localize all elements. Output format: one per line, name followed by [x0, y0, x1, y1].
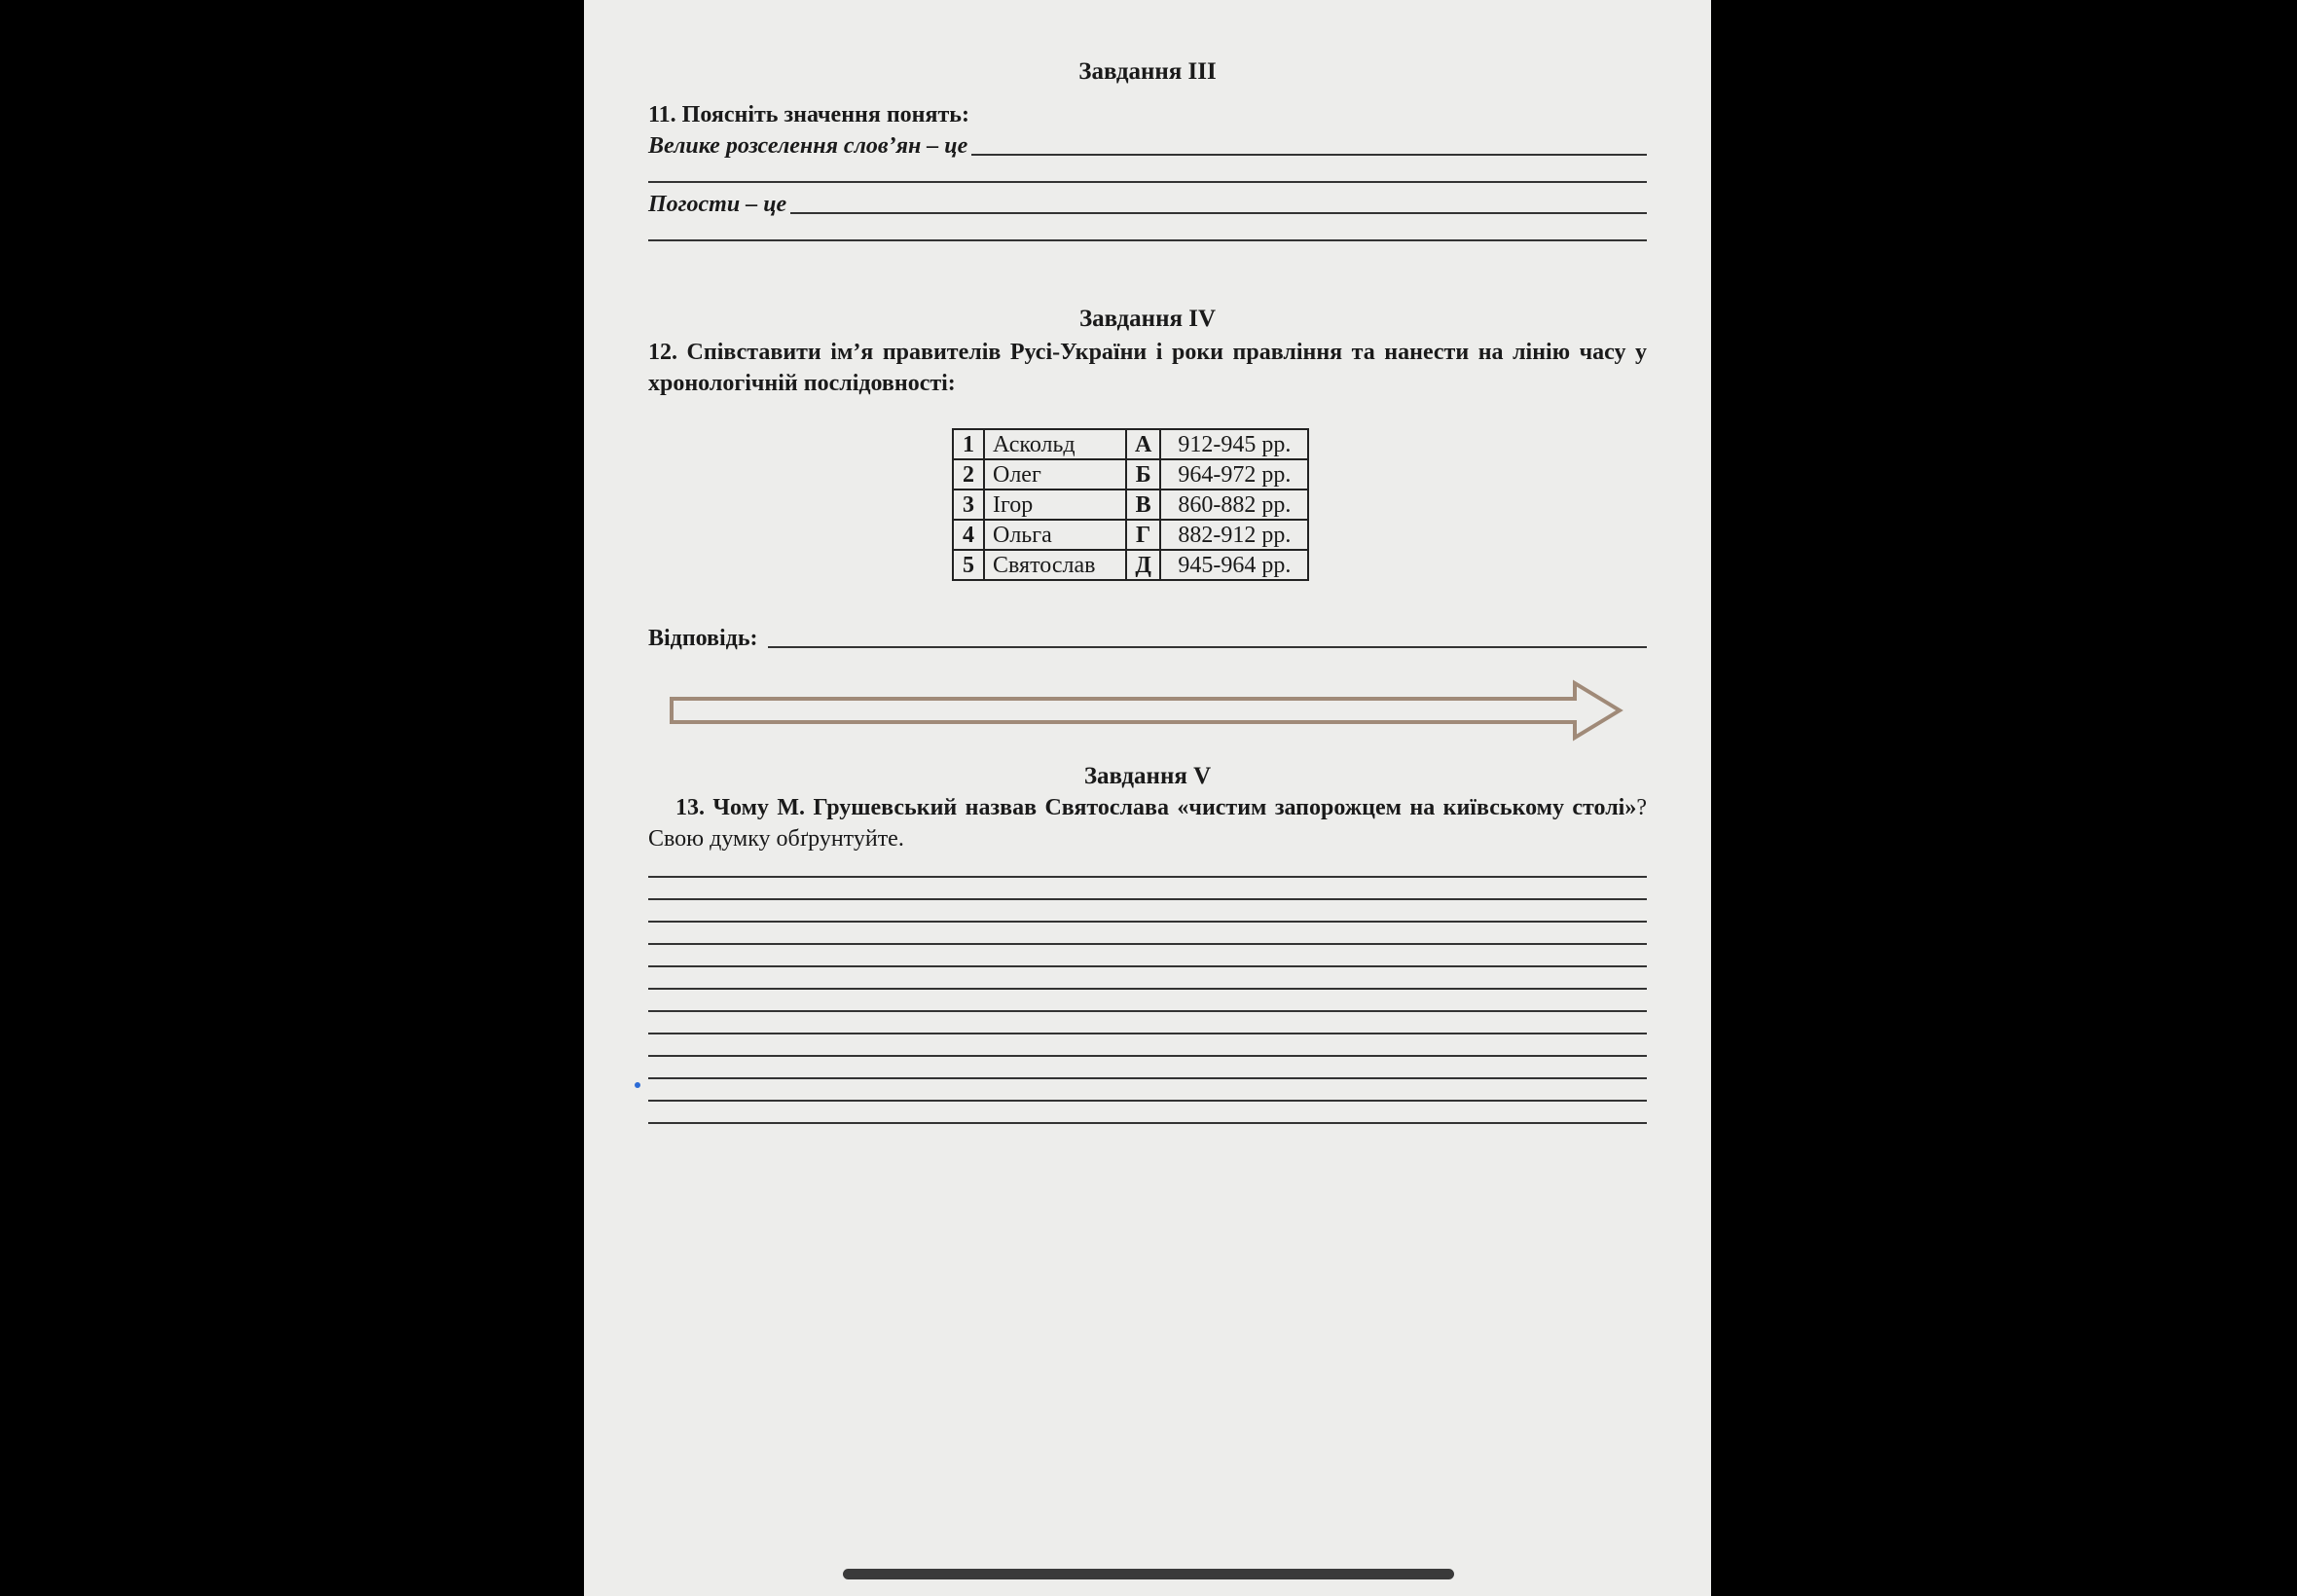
task3-heading: Завдання ІІІ — [1078, 58, 1217, 85]
task5-question — [648, 792, 1647, 854]
ruler-name: Олег — [984, 459, 1126, 490]
rulers-table-area — [648, 428, 1647, 601]
period-letter: В — [1126, 490, 1160, 520]
task5-answer-line[interactable] — [648, 919, 1647, 923]
rulers-table-row — [953, 520, 1308, 550]
answer-line[interactable] — [768, 645, 1648, 648]
rulers-table-row — [953, 550, 1308, 580]
ruler-number: 5 — [953, 550, 984, 580]
rulers-table — [952, 428, 1309, 581]
rulers-table-row — [953, 429, 1308, 459]
task3-question: 11. Поясніть значення понять: — [648, 102, 969, 127]
rulers-table-row — [953, 459, 1308, 490]
worksheet-page — [584, 0, 1711, 1596]
answer-label: Відповідь: — [648, 626, 758, 651]
task4-question: 12. Співставити ім’я правителів Русі-України і роки правління та нанести на лінію часу у хронологічній послідовності: — [648, 340, 1647, 396]
ruler-name: Ольга — [984, 520, 1126, 550]
task5-question-bold: 13. Чому М. Грушевський назвав Святослава «чистим запорожцем на київському столі» — [675, 795, 1637, 820]
term1-row — [648, 130, 1647, 162]
ruler-number: 1 — [953, 429, 984, 459]
term1-answer-line[interactable] — [971, 153, 1647, 156]
task5-answer-line[interactable] — [648, 1053, 1647, 1057]
term2-label: Погости – це — [648, 192, 787, 217]
term1-answer-line-2[interactable] — [648, 179, 1647, 183]
pencil-marker-icon — [635, 1082, 640, 1088]
ruler-name: Ігор — [984, 490, 1126, 520]
task5-answer-line[interactable] — [648, 1075, 1647, 1079]
task5-question-rest: ? Свою думку обґрунтуйте. — [648, 795, 1647, 852]
period-letter: Г — [1126, 520, 1160, 550]
timeline-area — [648, 679, 1647, 757]
ruler-period: 964-972 рр. — [1160, 459, 1308, 490]
task5-answer-line[interactable] — [648, 986, 1647, 990]
rulers-table-row — [953, 490, 1308, 520]
worksheet-content — [648, 56, 1647, 1124]
period-letter: Д — [1126, 550, 1160, 580]
ruler-name: Святослав — [984, 550, 1126, 580]
task5-answer-line[interactable] — [648, 941, 1647, 945]
ruler-name: Аскольд — [984, 429, 1126, 459]
ruler-period: 882-912 рр. — [1160, 520, 1308, 550]
task5-heading: Завдання V — [1083, 763, 1212, 789]
term2-row — [648, 189, 1647, 220]
term2-answer-line[interactable] — [790, 211, 1647, 214]
ruler-number: 4 — [953, 520, 984, 550]
task5-answer-line[interactable] — [648, 1120, 1647, 1124]
answer-row — [648, 623, 1647, 654]
task5-answer-lines — [648, 874, 1647, 1124]
ruler-period: 860-882 рр. — [1160, 490, 1308, 520]
period-letter: А — [1126, 429, 1160, 459]
timeline-arrow-icon — [670, 679, 1623, 742]
period-letter: Б — [1126, 459, 1160, 490]
task5-answer-line[interactable] — [648, 1008, 1647, 1012]
term2-answer-line-2[interactable] — [648, 237, 1647, 241]
task5-answer-line[interactable] — [648, 874, 1647, 878]
task5-answer-line[interactable] — [648, 963, 1647, 967]
home-indicator[interactable] — [843, 1569, 1454, 1579]
ruler-period: 945-964 рр. — [1160, 550, 1308, 580]
rulers-table-body — [953, 429, 1308, 580]
ruler-number: 3 — [953, 490, 984, 520]
task5-answer-line[interactable] — [648, 1098, 1647, 1102]
term1-label: Велике розселення слов’ян – це — [648, 133, 968, 159]
ruler-period: 912-945 рр. — [1160, 429, 1308, 459]
task5-answer-line[interactable] — [648, 896, 1647, 900]
task5-answer-line[interactable] — [648, 1031, 1647, 1034]
task4-heading: Завдання IV — [1078, 306, 1217, 332]
ruler-number: 2 — [953, 459, 984, 490]
